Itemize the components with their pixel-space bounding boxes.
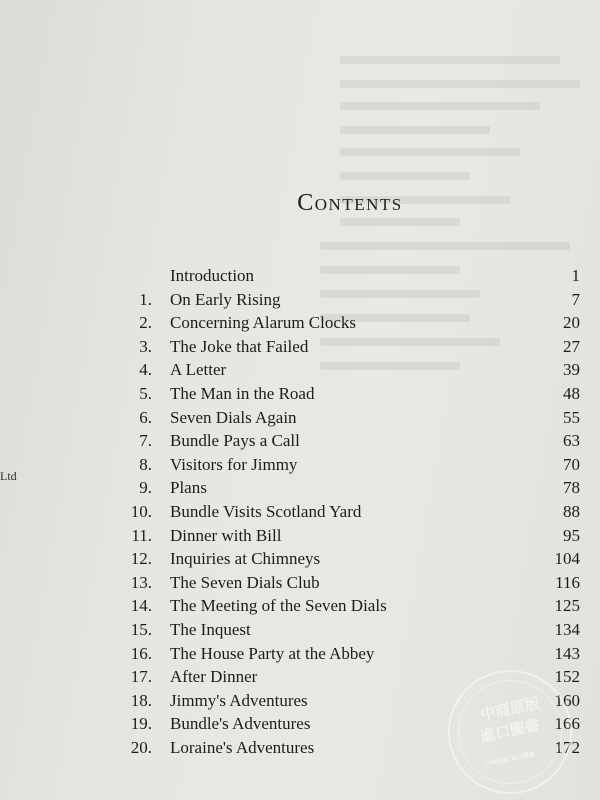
toc-entry — [118, 571, 580, 595]
toc-entry — [118, 264, 580, 288]
toc-entry-title: The Meeting of the Seven Dials — [170, 596, 387, 616]
toc-entry-number: 2. — [139, 313, 152, 333]
toc-entry — [118, 712, 580, 736]
toc-entry-number: 4. — [139, 360, 152, 380]
toc-entry-page: 27 — [563, 336, 580, 356]
toc-entry-title: The Joke that Failed — [170, 336, 309, 356]
toc-entry-title: Dinner with Bill — [170, 525, 282, 545]
toc-entry-number: 20. — [130, 737, 152, 757]
toc-entry — [118, 618, 580, 642]
toc-entry-page: 125 — [554, 596, 580, 616]
toc-entry-page: 172 — [554, 737, 580, 757]
toc-entry-title: The House Party at the Abbey — [170, 643, 375, 663]
toc-entry — [118, 547, 580, 571]
toc-entry-number: 9. — [139, 478, 152, 498]
toc-entry-number: 10. — [130, 501, 152, 521]
toc-entry-number: 8. — [139, 454, 152, 474]
watermark-line-2: 進口圖書 — [478, 715, 542, 747]
toc-entry — [118, 406, 580, 430]
toc-entry-page: 48 — [563, 383, 580, 403]
toc-entry-page: 116 — [555, 572, 580, 592]
table-of-contents — [118, 264, 580, 759]
toc-entry — [118, 642, 580, 666]
toc-entry-page: 160 — [554, 690, 580, 710]
toc-entry-title: Loraine's Adventures — [170, 737, 315, 757]
page-title: Contents — [297, 190, 403, 216]
toc-entry-title: A Letter — [170, 360, 227, 380]
toc-entry-title: After Dinner — [170, 667, 258, 687]
margin-text: Ltd — [0, 469, 17, 483]
toc-entry — [118, 358, 580, 382]
toc-entry — [118, 311, 580, 335]
toc-entry-page: 63 — [563, 431, 580, 451]
toc-entry-title: Jimmy's Adventures — [170, 690, 308, 710]
toc-entry — [118, 689, 580, 713]
toc-entry-number: 19. — [130, 714, 152, 734]
toc-entry-number: 11. — [131, 525, 152, 545]
toc-entry-number: 3. — [139, 336, 152, 356]
toc-entry-title: Bundle's Adventures — [170, 714, 311, 734]
toc-entry-page: 55 — [563, 407, 580, 427]
toc-entry-title: Bundle Pays a Call — [170, 431, 300, 451]
toc-entry-page: 1 — [571, 266, 580, 285]
toc-entry-number: 15. — [130, 619, 152, 639]
toc-entry — [118, 382, 580, 406]
toc-entry-page: 70 — [563, 454, 580, 474]
toc-entry-title: Visitors for Jimmy — [170, 454, 298, 474]
toc-entry-title: Plans — [170, 478, 207, 498]
toc-entry — [118, 429, 580, 453]
toc-entry — [118, 335, 580, 359]
toc-entry-page: 134 — [554, 619, 580, 639]
toc-entry — [118, 665, 580, 689]
toc-entry-title: Concerning Alarum Clocks — [170, 313, 357, 333]
toc-entry-page: 166 — [554, 714, 580, 734]
watermark-line-1: 中商原版 — [478, 693, 542, 725]
toc-entry-page: 39 — [563, 360, 580, 380]
toc-entry-page: 143 — [554, 643, 580, 663]
toc-entry-number: 13. — [130, 572, 152, 592]
toc-entry-number: 17. — [130, 667, 152, 687]
toc-entry-title: Seven Dials Again — [170, 407, 297, 427]
toc-entry — [118, 736, 580, 760]
toc-entry-title: The Seven Dials Club — [170, 572, 320, 592]
toc-entry — [118, 288, 580, 312]
toc-entry-page: 78 — [563, 478, 580, 498]
toc-entry-number: 18. — [130, 690, 152, 710]
toc-entry-title: Inquiries at Chimneys — [170, 549, 321, 569]
toc-entry-number: 6. — [139, 407, 152, 427]
toc-entry-page: 7 — [571, 289, 580, 309]
toc-entry — [118, 594, 580, 618]
toc-entry-number: 12. — [130, 549, 152, 569]
toc-entry-title: On Early Rising — [170, 289, 281, 309]
toc-entry-number: 7. — [139, 431, 152, 451]
toc-entry-title: Introduction — [170, 266, 255, 285]
toc-entry-page: 95 — [563, 525, 580, 545]
toc-entry-number: 1. — [139, 289, 152, 309]
toc-entry-page: 20 — [563, 313, 580, 333]
watermark-line-3: 中商原版 進口圖書 — [484, 750, 536, 769]
toc-entry — [118, 500, 580, 524]
toc-entry — [118, 453, 580, 477]
toc-entry-number: 14. — [130, 596, 152, 616]
toc-entry-page: 152 — [554, 667, 580, 687]
toc-entry — [118, 476, 580, 500]
toc-entry-title: The Inquest — [170, 619, 251, 639]
toc-entry-page: 88 — [563, 501, 580, 521]
toc-entry — [118, 524, 580, 548]
toc-entry-number: 16. — [130, 643, 152, 663]
toc-entry-page: 104 — [554, 549, 580, 569]
toc-entry-number: 5. — [139, 383, 152, 403]
toc-entry-title: The Man in the Road — [170, 383, 315, 403]
toc-entry-title: Bundle Visits Scotland Yard — [170, 501, 362, 521]
